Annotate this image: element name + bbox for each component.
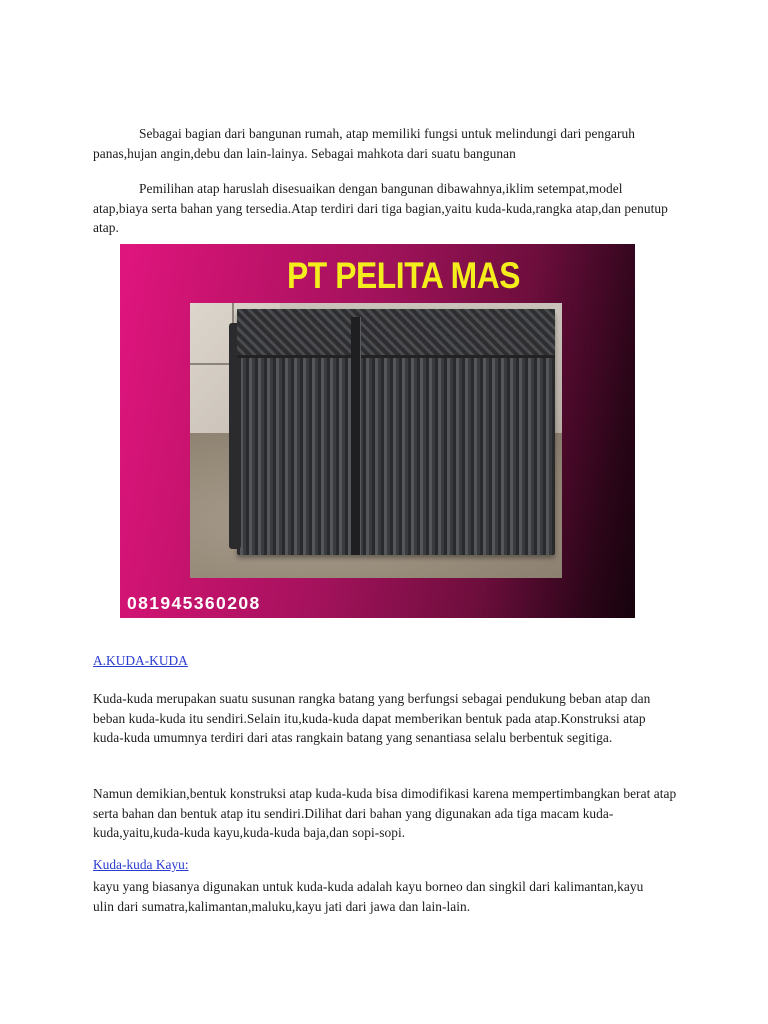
advertisement-image (120, 244, 635, 618)
black-roof-tile (237, 309, 555, 555)
roof-tile-photo (190, 303, 562, 578)
heading-link-kuda-kuda-kayu[interactable]: Kuda-kuda Kayu: (93, 857, 189, 872)
paragraph-roof-selection: Pemilihan atap haruslah disesuaikan dengan bangunan dibawahnya,iklim setempat,model atap,biaya serta bahan yang tersedia.Atap terdiri dari tiga bagian,yaitu kuda-kuda,rangka atap,dan penutup atap. (93, 181, 668, 235)
tile-center-rib (351, 317, 360, 555)
advert-phone-number: 081945360208 (127, 593, 261, 613)
tile-top-band (237, 309, 555, 358)
paragraph-intro: Sebagai bagian dari bangunan rumah, atap memiliki fungsi untuk melindungi dari pengaruh panas,hujan angin,debu dan lain-lainya. Sebagai mahkota dari suatu bangunan (93, 126, 635, 161)
heading-link-kuda-kuda[interactable]: A.KUDA-KUDA (93, 653, 188, 668)
paragraph-kayu: kayu yang biasanya digunakan untuk kuda-kuda adalah kayu borneo dan singkil dari kalimantan,kayu ulin dari sumatra,kalimantan,maluku,kayu jati dari jawa dan lain-lain. (93, 879, 644, 914)
advert-title: PT PELITA MAS (287, 255, 521, 296)
paragraph-kuda-kuda-definition: Kuda-kuda merupakan suatu susunan rangka batang yang berfungsi sebagai pendukung beban atap dan beban kuda-kuda itu sendiri.Selain itu,kuda-kuda dapat memberikan bentuk pada atap.Konstruksi atap kuda-kuda umumnya terdiri dari atas rangkain batang yang senantiasa selalu berbentuk segitiga. (93, 691, 651, 745)
paragraph-kuda-kuda-types: Namun demikian,bentuk konstruksi atap kuda-kuda bisa dimodifikasi karena mempertimbangkan berat atap serta bahan dan bentuk atap itu sendiri.Dilihat dari bahan yang digunakan ada tiga macam kuda-kuda,yaitu,kuda-kuda kayu,kuda-kuda baja,dan sopi-sopi. (93, 786, 677, 840)
